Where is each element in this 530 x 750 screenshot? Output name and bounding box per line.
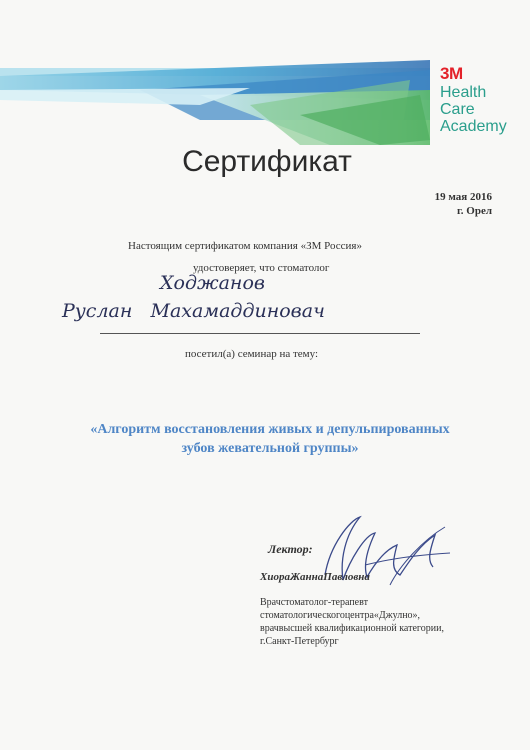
date-day: 19 мая 2016 — [434, 191, 492, 203]
statement-line-1: Настоящим сертификатом компания «ЗМ Россия» — [128, 240, 362, 252]
statement-line-3: посетил(а) семинар на тему: — [185, 348, 319, 360]
title-text: Сертификат — [182, 145, 352, 178]
seminar-line: зубов жевательной группы» — [181, 441, 359, 456]
lecturer-description — [260, 596, 444, 648]
handwritten-surname: Ходжанов — [160, 272, 265, 294]
lecturer-desc-line: врачвысшей квалификационной категории, — [260, 623, 444, 634]
handwritten-name: Руслан Махамаддиновач — [62, 300, 325, 322]
lecturer-desc-line: стоматологическогоцентра«Джулно», — [260, 610, 421, 621]
seminar-line: «Алгоритм восстановления живых и депульпированных — [90, 422, 450, 437]
academy-line: Health — [440, 84, 487, 101]
academy-line: Academy — [440, 118, 507, 135]
date-city: г. Орел — [457, 205, 492, 217]
health-care-academy-logo — [440, 84, 507, 135]
statement-line-2: удостоверяет, что стоматолог — [193, 262, 330, 274]
lecturer-label: Лектор: — [268, 542, 313, 556]
header-banner — [0, 60, 430, 145]
lecturer-desc-line: Врачстоматолог-терапевт — [260, 597, 368, 608]
seminar-topic — [40, 420, 500, 458]
academy-line: Care — [440, 101, 475, 118]
issue-date — [400, 190, 492, 218]
lecturer-name: ХиораЖаннаПавловна — [260, 571, 370, 583]
brand-3m-logo: 3M — [440, 64, 463, 83]
name-underline — [100, 333, 420, 334]
lecturer-desc-line: г.Санкт-Петербург — [260, 636, 339, 647]
certificate-title — [0, 145, 530, 179]
